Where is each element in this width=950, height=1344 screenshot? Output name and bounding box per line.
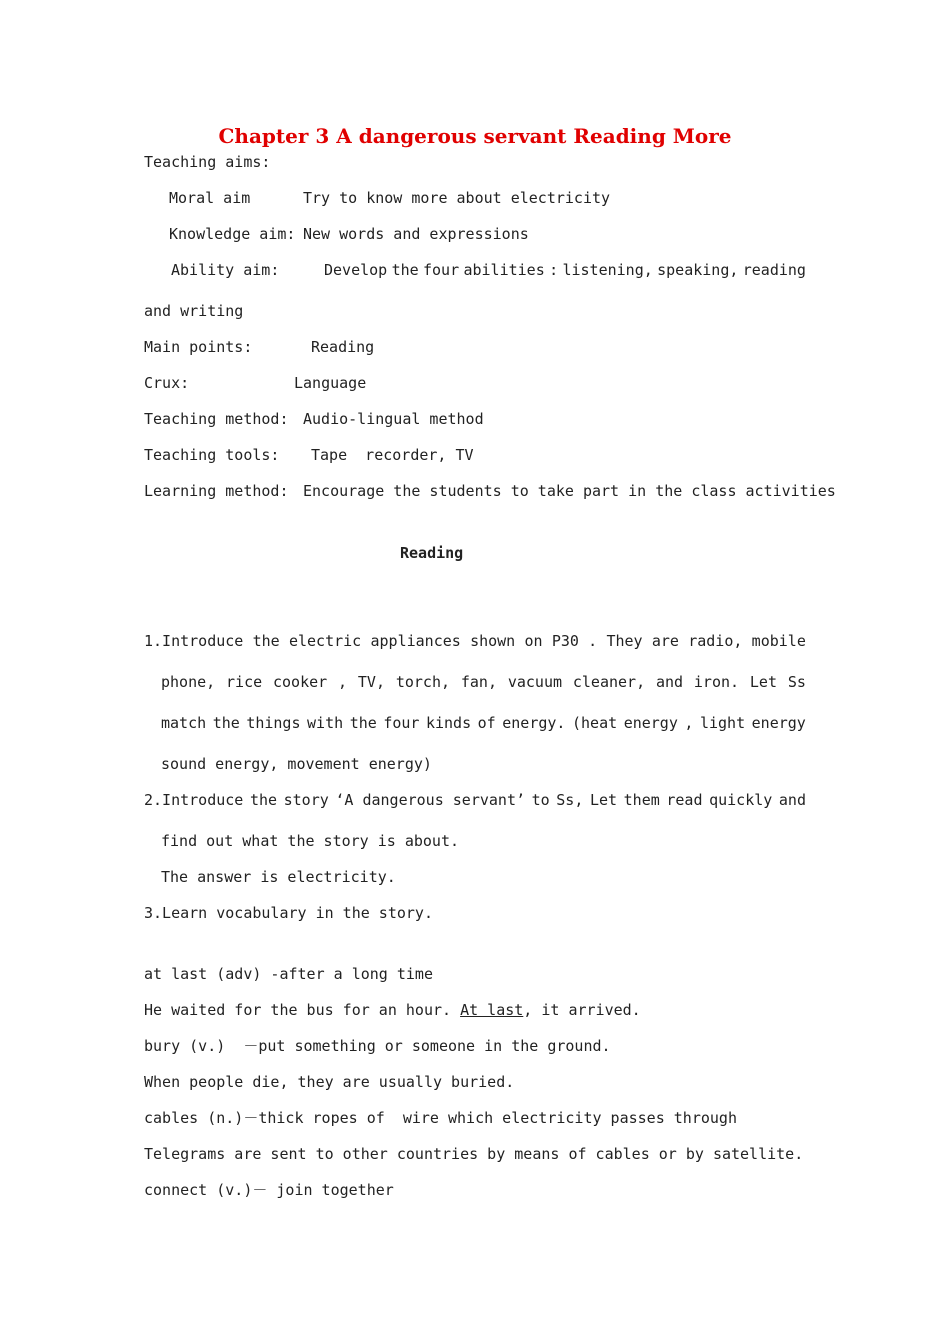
ability-aim-label: Ability aim: bbox=[171, 261, 280, 279]
word: energy bbox=[623, 714, 678, 732]
word: They bbox=[606, 632, 643, 650]
word: and bbox=[778, 791, 806, 809]
vocab-connect-definition: connect (v.)－ join together bbox=[144, 1181, 394, 1199]
word: four bbox=[423, 261, 460, 279]
step-2-line-2: find out what the story is about. bbox=[161, 832, 460, 850]
word: appliances bbox=[370, 632, 461, 650]
word: read bbox=[666, 791, 703, 809]
word: kinds bbox=[425, 714, 472, 732]
teaching-aims-label: Teaching aims: bbox=[144, 153, 271, 171]
word: electric bbox=[288, 632, 362, 650]
word: . bbox=[588, 632, 598, 650]
knowledge-aim-value: New words and expressions bbox=[303, 225, 529, 243]
vocab-cables-example: Telegrams are sent to other countries by means of cables or by satellite. bbox=[144, 1145, 804, 1163]
learning-method-label: Learning method: bbox=[144, 482, 289, 500]
word: TV, bbox=[357, 673, 385, 691]
word: the bbox=[249, 791, 278, 809]
teaching-tools-label: Teaching tools: bbox=[144, 446, 280, 464]
crux-value: Language bbox=[294, 374, 367, 392]
word: the bbox=[212, 714, 240, 732]
step-2-answer: The answer is electricity. bbox=[161, 868, 396, 886]
word: them bbox=[623, 791, 660, 809]
word: energy. bbox=[502, 714, 566, 732]
word: , bbox=[684, 714, 694, 732]
word: the bbox=[252, 632, 280, 650]
ability-aim-value bbox=[324, 261, 806, 279]
section-heading: Reading bbox=[400, 544, 464, 562]
teaching-method-value: Audio-lingual method bbox=[303, 410, 484, 428]
word: ‘A dangerous servant’ bbox=[335, 791, 526, 809]
word: rice bbox=[226, 673, 263, 691]
word: light bbox=[699, 714, 746, 732]
word: P30 bbox=[551, 632, 579, 650]
crux-label: Crux: bbox=[144, 374, 190, 392]
word: (heat bbox=[572, 714, 618, 732]
word: Let bbox=[589, 791, 618, 809]
step-3: 3.Learn vocabulary in the story. bbox=[144, 904, 433, 922]
knowledge-aim-label: Knowledge aim: bbox=[169, 225, 296, 243]
word: shown bbox=[470, 632, 516, 650]
underlined-phrase: At last bbox=[460, 1001, 524, 1019]
word: the bbox=[391, 261, 419, 279]
word: speaking, bbox=[657, 261, 739, 279]
word: vacuum bbox=[507, 673, 563, 691]
word: things bbox=[246, 714, 301, 732]
learning-method-value: Encourage the students to take part in the class activities bbox=[303, 482, 836, 500]
word: phone, bbox=[161, 673, 216, 691]
step-2-line-1 bbox=[144, 791, 806, 809]
word: 2.Introduce bbox=[144, 791, 244, 809]
teaching-tools-value: Tape recorder, TV bbox=[311, 446, 474, 464]
word: mobile bbox=[751, 632, 806, 650]
word: , bbox=[338, 673, 348, 691]
ability-aim-continuation: and writing bbox=[144, 302, 244, 320]
word: and bbox=[655, 673, 684, 691]
word: fan, bbox=[460, 673, 497, 691]
word: Ss bbox=[787, 673, 806, 691]
step-1-line-2 bbox=[161, 673, 806, 691]
word: Ss, bbox=[556, 791, 584, 809]
word: radio, bbox=[688, 632, 743, 650]
vocab-at-last-definition: at last (adv) -after a long time bbox=[144, 965, 433, 983]
word: with bbox=[307, 714, 344, 732]
word: : bbox=[549, 261, 559, 279]
word: iron. bbox=[693, 673, 740, 691]
word: on bbox=[524, 632, 543, 650]
word: 1.Introduce bbox=[144, 632, 244, 650]
word: energy bbox=[751, 714, 806, 732]
main-points-label: Main points: bbox=[144, 338, 253, 356]
example-text: , it arrived. bbox=[523, 1001, 641, 1019]
word: reading bbox=[742, 261, 806, 279]
word: cooker bbox=[273, 673, 328, 691]
word: Let bbox=[749, 673, 777, 691]
word: to bbox=[531, 791, 550, 809]
word: cleaner, bbox=[572, 673, 646, 691]
word: are bbox=[651, 632, 679, 650]
vocab-at-last-example bbox=[144, 1001, 641, 1019]
main-points-value: Reading bbox=[311, 338, 375, 356]
example-text: He waited for the bus for an hour. bbox=[144, 1001, 461, 1019]
vocab-bury-definition: bury (v.) －put something or someone in the ground. bbox=[144, 1037, 611, 1055]
vocab-cables-definition: cables (n.)－thick ropes of wire which electricity passes through bbox=[144, 1109, 737, 1127]
word: listening, bbox=[562, 261, 653, 279]
word: quickly bbox=[709, 791, 773, 809]
step-1-line-4: sound energy, movement energy) bbox=[161, 755, 432, 773]
step-1-line-1 bbox=[144, 632, 806, 650]
word: match bbox=[161, 714, 207, 732]
vocab-bury-example: When people die, they are usually buried. bbox=[144, 1073, 515, 1091]
word: torch, bbox=[395, 673, 451, 691]
word: story bbox=[283, 791, 329, 809]
teaching-method-label: Teaching method: bbox=[144, 410, 289, 428]
word: the bbox=[349, 714, 377, 732]
step-1-line-3 bbox=[161, 714, 806, 732]
moral-aim-value: Try to know more about electricity bbox=[303, 189, 611, 207]
document-title: Chapter 3 A dangerous servant Reading More bbox=[218, 124, 732, 148]
moral-aim-label: Moral aim bbox=[169, 189, 251, 207]
word: abilities bbox=[463, 261, 545, 279]
word: Develop bbox=[324, 261, 388, 279]
word: of bbox=[477, 714, 496, 732]
word: four bbox=[383, 714, 420, 732]
